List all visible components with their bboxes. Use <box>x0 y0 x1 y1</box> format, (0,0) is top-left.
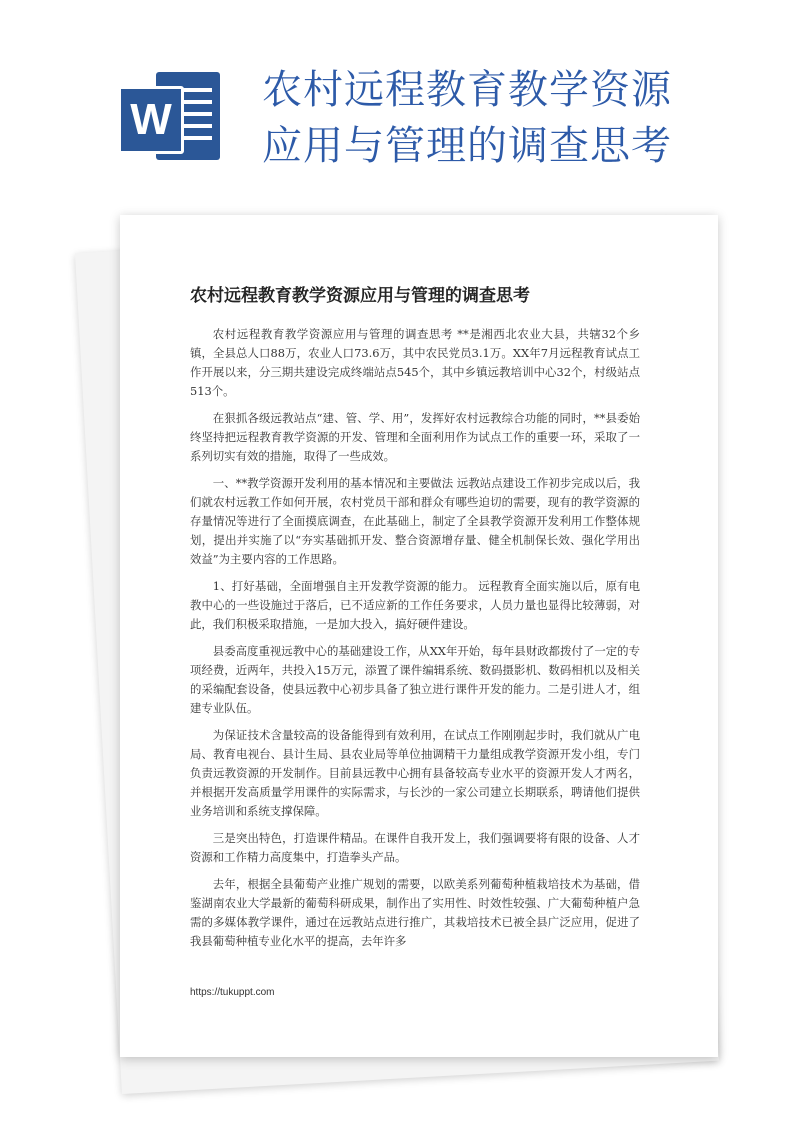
paragraph: 为保证技术含量较高的设备能得到有效利用，在试点工作刚刚起步时，我们就从广电局、教育电视台、县计生局、县农业局等单位抽调精干力量组成教学资源开发小组，专门负责远教资源的开发制作。目前县远教中心拥有县备较高专业水平的资源开发人才两名，并根据开发高质量学用课件的实际需求，与长沙的一家公司建立长期联系，聘请他们提供业务培训和系统支撑保障。 <box>190 728 640 818</box>
paragraph: 农村远程教育教学资源应用与管理的调查思考 **是湘西北农业大县，共辖32个乡镇，全县总人口88万，农业人口73.6万，其中农民党员3.1万。XX年7月远程教育试点工作开展以来，分三期共建设完成终端站点545个，其中乡镇远教培训中心32个，村级站点513个。 <box>190 327 640 398</box>
footer-url: https://tukuppt.com <box>190 987 275 998</box>
paragraph: 一、**教学资源开发利用的基本情况和主要做法 远教站点建设工作初步完成以后，我们就农村远教工作如何开展，农村党员干部和群众有哪些迫切的需要，现有的教学资源的存量情况等进行了全面摸底调查，在此基础上，制定了全县教学资源开发利用工作整体规划，提出并实施了以“夯实基础抓开发、整合资源增存量、健全机制保长效、强化学用出效益”为主要内容的工作思路。 <box>190 476 640 566</box>
paragraph: 县委高度重视远教中心的基础建设工作，从XX年开始，每年县财政都拨付了一定的专项经费，近两年，共投入15万元，添置了课件编辑系统、数码摄影机、数码相机以及相关的采编配套设备，使县远教中心初步具备了独立进行课件开发的能力。二是引进人才，组建专业队伍。 <box>190 644 640 715</box>
document-title: 农村远程教育教学资源应用与管理的调查思考 <box>190 286 530 306</box>
page-title-line-1: 农村远程教育教学资源 <box>262 67 672 113</box>
document-page <box>120 215 718 1057</box>
paragraph: 在狠抓各级远教站点“建、管、学、用”，发挥好农村远教综合功能的同时，**县委始终坚持把远程教育教学资源的开发、管理和全面利用作为试点工作的重要一环，采取了一系列切实有效的措施，取得了一些成效。 <box>190 411 640 463</box>
word-document-icon <box>118 72 226 162</box>
paragraph: 1、打好基础，全面增强自主开发教学资源的能力。 远程教育全面实施以后，原有电教中心的一些设施过于落后，已不适应新的工作任务要求，人员力量也显得比较薄弱，对此，我们积极采取措施，一是加大投入，搞好硬件建设。 <box>190 579 640 631</box>
paragraph: 去年，根据全县葡萄产业推广规划的需要，以欧美系列葡萄种植栽培技术为基础，借鉴湖南农业大学最新的葡萄科研成果，制作出了实用性、时效性较强、广大葡萄种植户急需的多媒体教学课件，通过在远教站点进行推广，其栽培技术已被全县广泛应用，促进了我县葡萄种植专业化水平的提高，去年许多 <box>190 877 640 948</box>
document-body <box>190 325 640 959</box>
paragraph: 三是突出特色，打造课件精品。在课件自我开发上，我们强调要将有限的设备、人才资源和工作精力高度集中，打造拳头产品。 <box>190 831 640 864</box>
word-logo-letter: W <box>118 86 184 154</box>
banner-header <box>0 0 800 200</box>
page-title-line-2: 应用与管理的调查思考 <box>262 123 672 169</box>
page-title <box>262 62 762 174</box>
